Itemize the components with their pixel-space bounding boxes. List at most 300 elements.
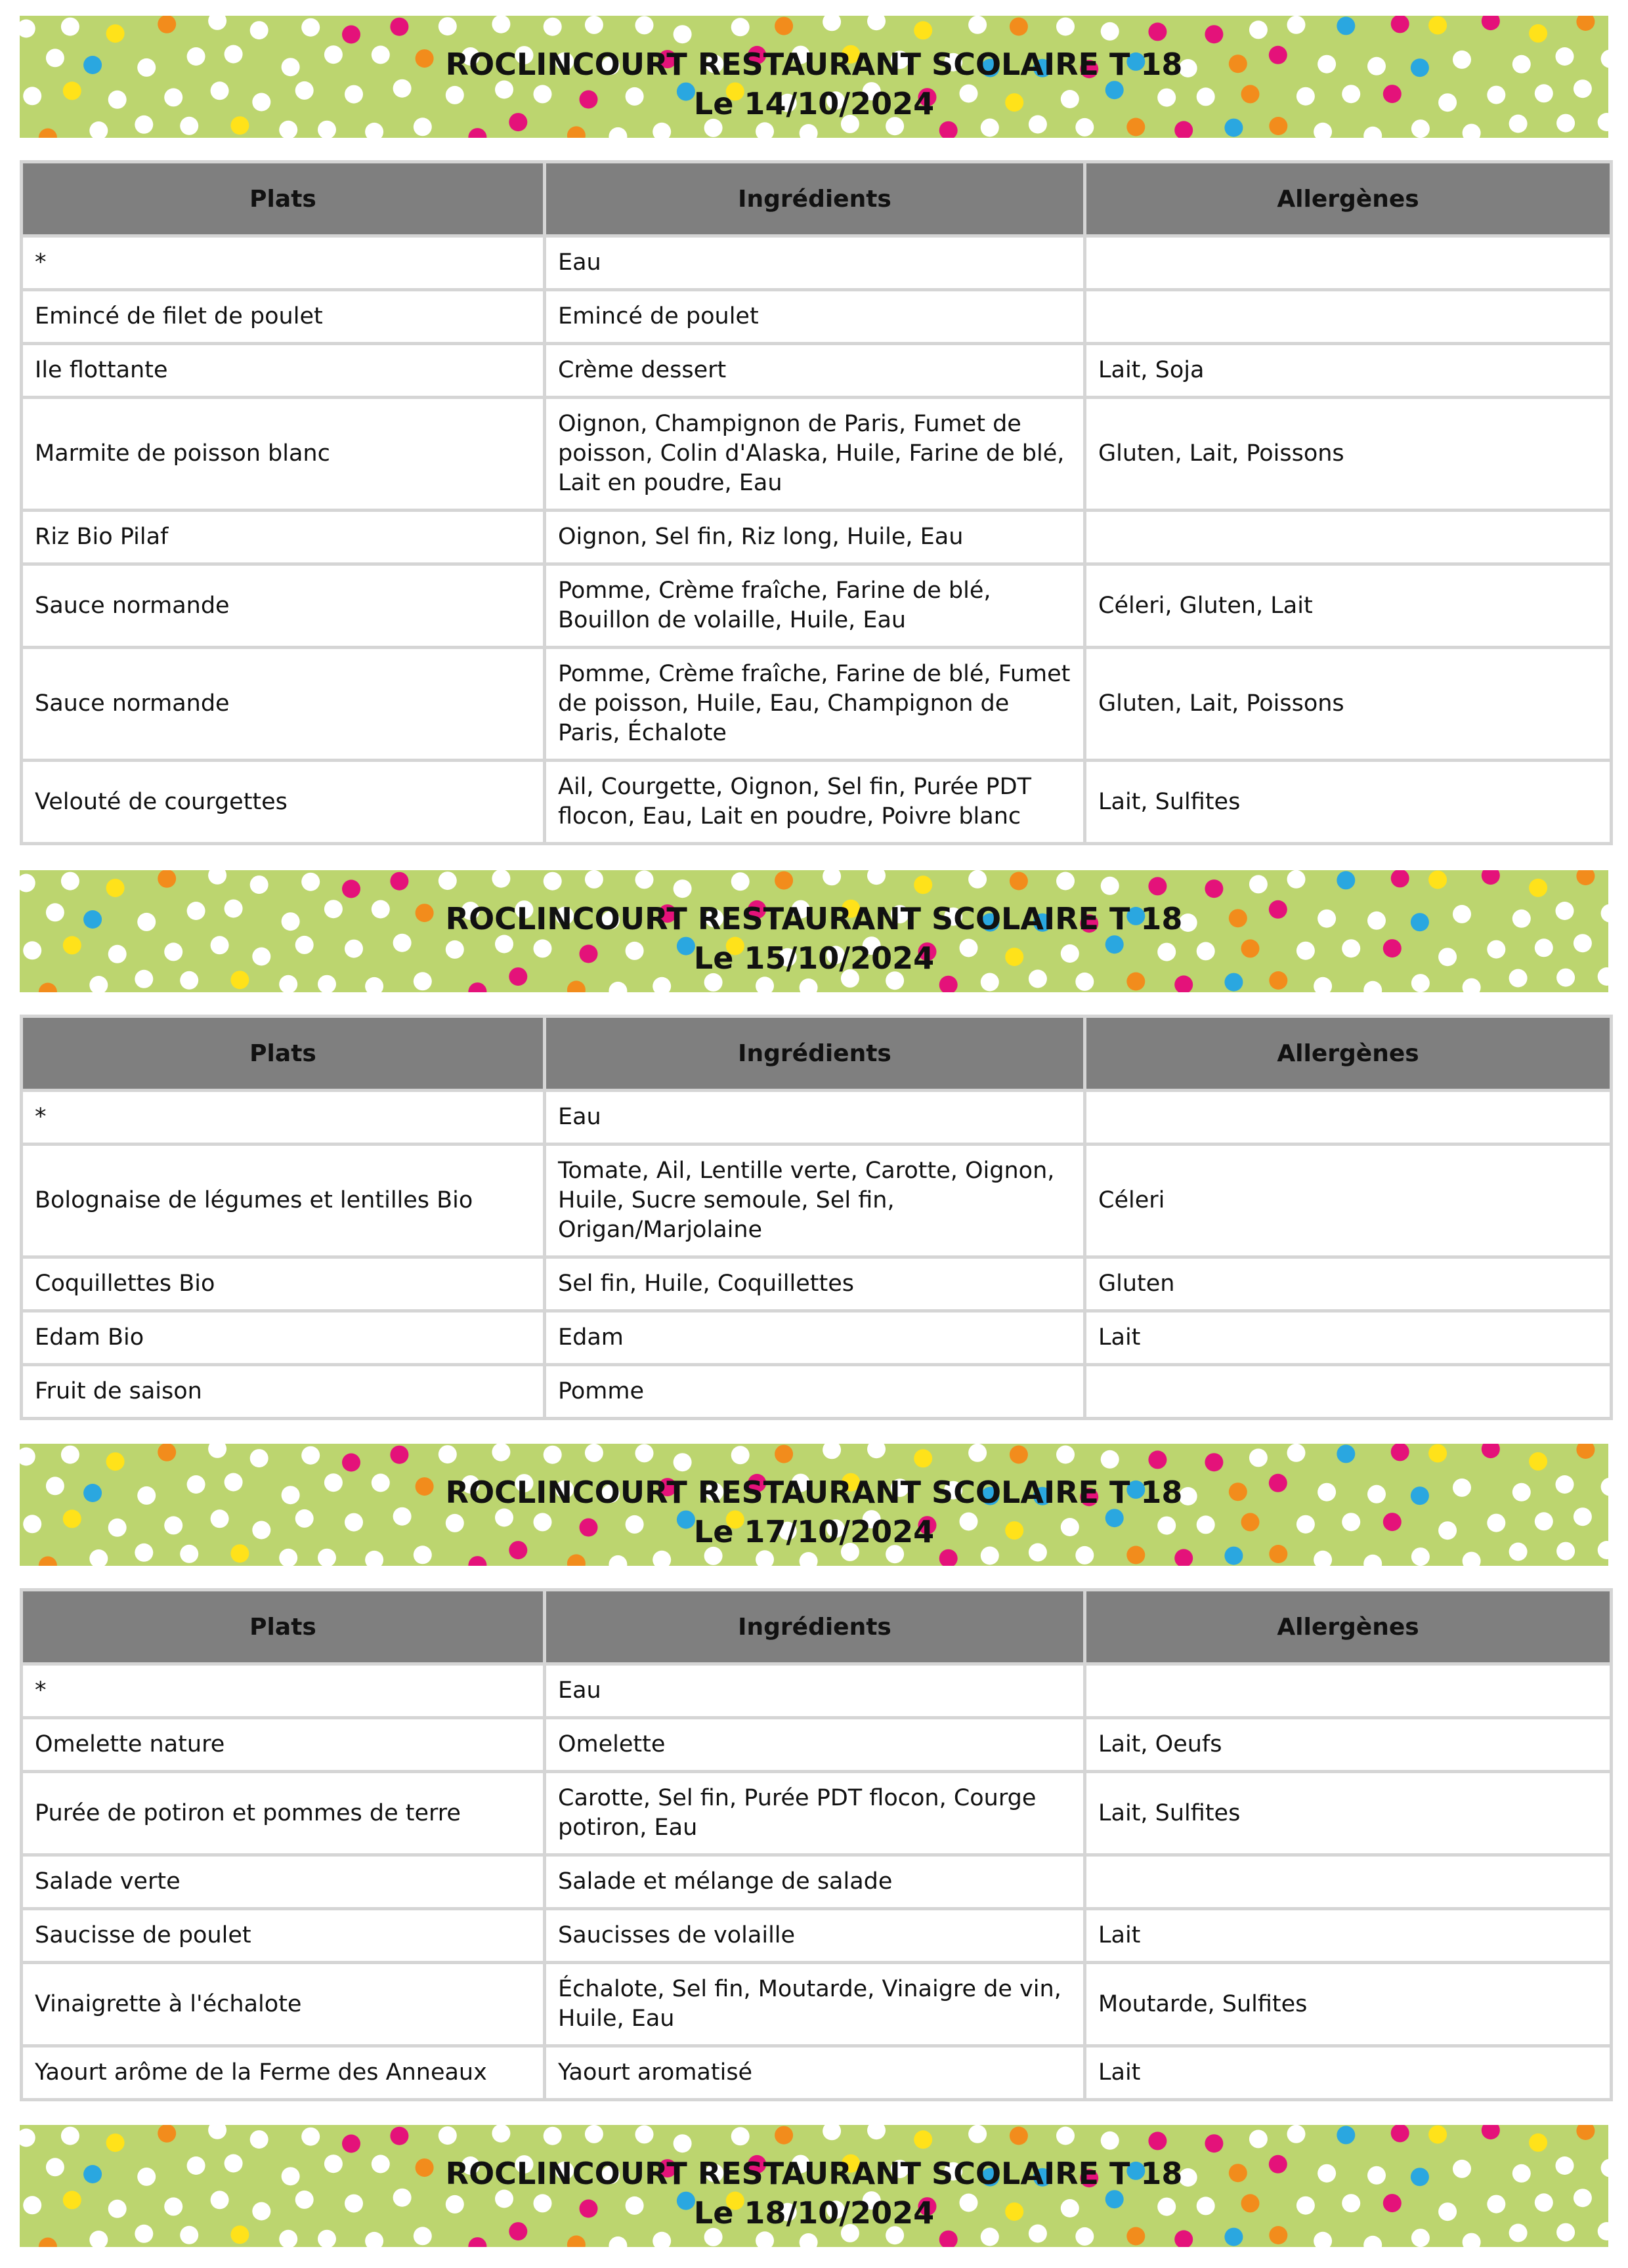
column-header-plats: Plats bbox=[22, 1590, 545, 1664]
table-row bbox=[22, 1664, 1612, 1718]
decorative-dot bbox=[1249, 1448, 1268, 1467]
decorative-dot bbox=[468, 982, 486, 992]
decorative-dot bbox=[1010, 1446, 1028, 1464]
decorative-dot bbox=[653, 123, 671, 138]
banner-title bbox=[20, 1473, 1608, 1551]
decorative-dot bbox=[567, 1554, 586, 1566]
table-row bbox=[22, 1855, 1612, 1909]
allergenes-cell: Gluten, Lait, Poissons bbox=[1085, 648, 1612, 761]
decorative-dot bbox=[939, 976, 958, 992]
decorative-dot bbox=[756, 122, 774, 138]
decorative-dot bbox=[1205, 2134, 1223, 2152]
menu-date: Le 14/10/2024 bbox=[693, 86, 935, 121]
ingredients-cell: Oignon, Sel fin, Riz long, Huile, Eau bbox=[545, 511, 1085, 564]
decorative-dot bbox=[585, 1444, 603, 1462]
decorative-dot bbox=[800, 124, 818, 138]
decorative-dot bbox=[914, 1449, 932, 1467]
decorative-dot bbox=[106, 2133, 125, 2152]
banner-title bbox=[20, 899, 1608, 978]
allergenes-cell: Lait bbox=[1085, 1311, 1612, 1365]
ingredients-cell: Sel fin, Huile, Coquillettes bbox=[545, 1257, 1085, 1311]
decorative-dot bbox=[1174, 1549, 1193, 1566]
plat-cell: Emincé de filet de poulet bbox=[22, 290, 545, 344]
decorative-dot bbox=[208, 2125, 226, 2139]
decorative-dot bbox=[250, 875, 268, 894]
decorative-dot bbox=[731, 18, 750, 36]
decorative-dot bbox=[468, 128, 486, 138]
decorative-dot bbox=[775, 17, 793, 35]
ingredients-cell: Yaourt aromatisé bbox=[545, 2046, 1085, 2100]
decorative-dot bbox=[208, 1444, 226, 1458]
table-row bbox=[22, 648, 1612, 761]
decorative-dot bbox=[1148, 1450, 1167, 1469]
plat-cell: Sauce normande bbox=[22, 564, 545, 648]
decorative-dot bbox=[823, 16, 841, 31]
decorative-dot bbox=[635, 16, 654, 34]
column-header-allergenes: Allergènes bbox=[1085, 1590, 1612, 1664]
restaurant-name: ROCLINCOURT RESTAURANT SCOLAIRE T 18 bbox=[445, 901, 1183, 936]
restaurant-name: ROCLINCOURT RESTAURANT SCOLAIRE T 18 bbox=[445, 1475, 1183, 1510]
menu-table bbox=[20, 160, 1613, 845]
decorative-dot bbox=[1314, 1551, 1332, 1566]
decorative-dot bbox=[1056, 2127, 1075, 2145]
decorative-dot bbox=[1205, 25, 1223, 43]
decorative-dot bbox=[39, 1557, 57, 1566]
decorative-dot bbox=[39, 129, 57, 138]
decorative-dot bbox=[301, 873, 320, 891]
decorative-dot bbox=[823, 2125, 841, 2140]
decorative-dot bbox=[250, 21, 268, 39]
decorative-dot bbox=[1205, 1453, 1223, 1471]
decorative-dot bbox=[1205, 879, 1223, 898]
allergenes-cell: Gluten bbox=[1085, 1257, 1612, 1311]
day-banner bbox=[20, 870, 1608, 992]
table-row bbox=[22, 1311, 1612, 1365]
decorative-dot bbox=[609, 1555, 627, 1566]
decorative-dot bbox=[61, 18, 79, 36]
decorative-dot bbox=[106, 879, 125, 897]
decorative-dot bbox=[653, 2232, 671, 2247]
decorative-dot bbox=[39, 983, 57, 993]
decorative-dot bbox=[39, 2238, 57, 2248]
decorative-dot bbox=[731, 872, 750, 891]
decorative-dot bbox=[585, 16, 603, 34]
ingredients-cell: Oignon, Champignon de Paris, Fumet de poisson, Colin d'Alaska, Huile, Farine de blé, Lait en poudre, Eau bbox=[545, 398, 1085, 511]
decorative-dot bbox=[1363, 1555, 1382, 1566]
column-header-ingredients: Ingrédients bbox=[545, 1017, 1085, 1091]
decorative-dot bbox=[914, 21, 932, 39]
plat-cell: Sauce normande bbox=[22, 648, 545, 761]
allergenes-cell bbox=[1085, 511, 1612, 564]
ingredients-cell: Eau bbox=[545, 236, 1085, 290]
menu-date: Le 17/10/2024 bbox=[693, 1514, 935, 1549]
decorative-dot bbox=[585, 2125, 603, 2143]
table-row bbox=[22, 1718, 1612, 1772]
decorative-dot bbox=[106, 24, 125, 43]
decorative-dot bbox=[1337, 871, 1355, 889]
decorative-dot bbox=[250, 1449, 268, 1467]
table-row bbox=[22, 1772, 1612, 1855]
plat-cell: Saucisse de poulet bbox=[22, 1909, 545, 1963]
decorative-dot bbox=[1428, 16, 1447, 35]
decorative-dot bbox=[1249, 20, 1268, 39]
table-row bbox=[22, 1257, 1612, 1311]
decorative-dot bbox=[1287, 2125, 1306, 2143]
decorative-dot bbox=[1529, 1452, 1547, 1471]
ingredients-cell: Pomme bbox=[545, 1365, 1085, 1419]
decorative-dot bbox=[1391, 2125, 1409, 2142]
ingredients-cell: Pomme, Crème fraîche, Farine de blé, Fumet de poisson, Huile, Eau, Champignon de Paris, Échalote bbox=[545, 648, 1085, 761]
decorative-dot bbox=[674, 2134, 692, 2152]
decorative-dot bbox=[609, 982, 627, 992]
decorative-dot bbox=[609, 2236, 627, 2247]
ingredients-cell: Ail, Courgette, Oignon, Sel fin, Purée PDT flocon, Eau, Lait en poudre, Poivre blanc bbox=[545, 761, 1085, 844]
allergenes-cell: Céleri, Gluten, Lait bbox=[1085, 564, 1612, 648]
decorative-dot bbox=[61, 2127, 79, 2145]
decorative-dot bbox=[823, 870, 841, 885]
decorative-dot bbox=[800, 978, 818, 992]
restaurant-name: ROCLINCOURT RESTAURANT SCOLAIRE T 18 bbox=[445, 2156, 1183, 2191]
decorative-dot bbox=[731, 1446, 750, 1464]
plat-cell: Edam Bio bbox=[22, 1311, 545, 1365]
banner-title bbox=[20, 2154, 1608, 2233]
decorative-dot bbox=[1287, 1444, 1306, 1462]
decorative-dot bbox=[390, 2127, 408, 2145]
decorative-dot bbox=[653, 977, 671, 992]
allergenes-cell: Lait, Sulfites bbox=[1085, 761, 1612, 844]
decorative-dot bbox=[1337, 2126, 1355, 2144]
table-header-row bbox=[22, 162, 1612, 236]
plat-cell: Yaourt arôme de la Ferme des Anneaux bbox=[22, 2046, 545, 2100]
table-row bbox=[22, 1091, 1612, 1144]
decorative-dot bbox=[208, 870, 226, 885]
table-row bbox=[22, 1365, 1612, 1419]
decorative-dot bbox=[1056, 18, 1075, 36]
decorative-dot bbox=[1363, 127, 1382, 138]
decorative-dot bbox=[20, 20, 35, 38]
decorative-dot bbox=[468, 1556, 486, 1566]
decorative-dot bbox=[968, 2125, 987, 2143]
decorative-dot bbox=[1148, 22, 1167, 41]
decorative-dot bbox=[208, 16, 226, 30]
decorative-dot bbox=[544, 1446, 562, 1464]
decorative-dot bbox=[439, 1445, 457, 1463]
decorative-dot bbox=[939, 1549, 958, 1566]
decorative-dot bbox=[89, 2231, 108, 2247]
decorative-dot bbox=[1010, 2127, 1028, 2145]
decorative-dot bbox=[301, 1446, 320, 1465]
menu-date: Le 15/10/2024 bbox=[693, 940, 935, 976]
decorative-dot bbox=[1576, 870, 1595, 885]
decorative-dot bbox=[968, 16, 987, 34]
allergenes-cell: Lait, Oeufs bbox=[1085, 1718, 1612, 1772]
decorative-dot bbox=[158, 1444, 176, 1461]
decorative-dot bbox=[1428, 2126, 1447, 2144]
decorative-dot bbox=[1314, 123, 1332, 138]
allergenes-cell: Lait, Soja bbox=[1085, 344, 1612, 398]
decorative-dot bbox=[342, 2135, 360, 2153]
decorative-dot bbox=[567, 2235, 586, 2247]
plat-cell: * bbox=[22, 236, 545, 290]
allergenes-cell: Lait, Sulfites bbox=[1085, 1772, 1612, 1855]
decorative-dot bbox=[635, 2125, 654, 2143]
table-row bbox=[22, 511, 1612, 564]
decorative-dot bbox=[1363, 2236, 1382, 2247]
decorative-dot bbox=[867, 16, 886, 30]
plat-cell: Marmite de poisson blanc bbox=[22, 398, 545, 511]
allergenes-cell bbox=[1085, 236, 1612, 290]
column-header-allergenes: Allergènes bbox=[1085, 1017, 1612, 1091]
decorative-dot bbox=[756, 976, 774, 992]
decorative-dot bbox=[1287, 16, 1306, 34]
decorative-dot bbox=[1391, 870, 1409, 887]
decorative-dot bbox=[1463, 2233, 1481, 2247]
decorative-dot bbox=[756, 1550, 774, 1566]
table-row bbox=[22, 290, 1612, 344]
decorative-dot bbox=[61, 1446, 79, 1464]
decorative-dot bbox=[1391, 16, 1409, 33]
decorative-dot bbox=[1314, 977, 1332, 992]
decorative-dot bbox=[867, 1444, 886, 1458]
decorative-dot bbox=[1314, 2232, 1332, 2247]
ingredients-cell: Edam bbox=[545, 1311, 1085, 1365]
column-header-plats: Plats bbox=[22, 162, 545, 236]
restaurant-name: ROCLINCOURT RESTAURANT SCOLAIRE T 18 bbox=[445, 47, 1183, 82]
decorative-dot bbox=[492, 1444, 510, 1461]
decorative-dot bbox=[1101, 877, 1119, 895]
allergenes-cell bbox=[1085, 1855, 1612, 1909]
day-banner bbox=[20, 1444, 1608, 1566]
decorative-dot bbox=[89, 976, 108, 992]
decorative-dot bbox=[775, 1445, 793, 1463]
table-row bbox=[22, 2046, 1612, 2100]
ingredients-cell: Pomme, Crème fraîche, Farine de blé, Bouillon de volaille, Huile, Eau bbox=[545, 564, 1085, 648]
ingredients-cell: Saucisses de volaille bbox=[545, 1909, 1085, 1963]
allergenes-cell bbox=[1085, 290, 1612, 344]
decorative-dot bbox=[158, 870, 176, 888]
ingredients-cell: Eau bbox=[545, 1091, 1085, 1144]
allergenes-cell bbox=[1085, 1664, 1612, 1718]
plat-cell: Purée de potiron et pommes de terre bbox=[22, 1772, 545, 1855]
decorative-dot bbox=[1529, 879, 1547, 897]
plat-cell: Vinaigrette à l'échalote bbox=[22, 1963, 545, 2046]
column-header-ingredients: Ingrédients bbox=[545, 162, 1085, 236]
table-row bbox=[22, 398, 1612, 511]
decorative-dot bbox=[89, 121, 108, 138]
decorative-dot bbox=[544, 872, 562, 891]
decorative-dot bbox=[653, 1551, 671, 1566]
table-row bbox=[22, 564, 1612, 648]
ingredients-cell: Crème dessert bbox=[545, 344, 1085, 398]
menu-table bbox=[20, 1015, 1613, 1420]
ingredients-cell: Tomate, Ail, Lentille verte, Carotte, Oignon, Huile, Sucre semoule, Sel fin, Origan/Marjolaine bbox=[545, 1144, 1085, 1257]
decorative-dot bbox=[1428, 871, 1447, 889]
decorative-dot bbox=[365, 123, 383, 138]
decorative-dot bbox=[439, 17, 457, 35]
decorative-dot bbox=[342, 1454, 360, 1472]
decorative-dot bbox=[674, 879, 692, 898]
plat-cell: Ile flottante bbox=[22, 344, 545, 398]
plat-cell: Riz Bio Pilaf bbox=[22, 511, 545, 564]
decorative-dot bbox=[390, 1446, 408, 1464]
table-row bbox=[22, 761, 1612, 844]
decorative-dot bbox=[1337, 16, 1355, 35]
allergenes-cell: Céleri bbox=[1085, 1144, 1612, 1257]
decorative-dot bbox=[20, 874, 35, 892]
plat-cell: Velouté de courgettes bbox=[22, 761, 545, 844]
decorative-dot bbox=[567, 126, 586, 138]
ingredients-cell: Salade et mélange de salade bbox=[545, 1855, 1085, 1909]
plat-cell: * bbox=[22, 1664, 545, 1718]
decorative-dot bbox=[342, 26, 360, 44]
decorative-dot bbox=[914, 2130, 932, 2149]
decorative-dot bbox=[492, 16, 510, 33]
decorative-dot bbox=[823, 1444, 841, 1459]
table-row bbox=[22, 344, 1612, 398]
banner-title bbox=[20, 45, 1608, 123]
decorative-dot bbox=[775, 872, 793, 890]
decorative-dot bbox=[731, 2127, 750, 2145]
decorative-dot bbox=[756, 2231, 774, 2247]
decorative-dot bbox=[439, 2126, 457, 2145]
decorative-dot bbox=[20, 1448, 35, 1466]
table-header-row bbox=[22, 1590, 1612, 1664]
allergenes-cell: Lait bbox=[1085, 1909, 1612, 1963]
column-header-ingredients: Ingrédients bbox=[545, 1590, 1085, 1664]
decorative-dot bbox=[1101, 22, 1119, 41]
plat-cell: Fruit de saison bbox=[22, 1365, 545, 1419]
table-header-row bbox=[22, 1017, 1612, 1091]
decorative-dot bbox=[492, 2125, 510, 2143]
ingredients-cell: Carotte, Sel fin, Purée PDT flocon, Courge potiron, Eau bbox=[545, 1772, 1085, 1855]
decorative-dot bbox=[544, 2127, 562, 2145]
decorative-dot bbox=[1482, 1444, 1500, 1458]
ingredients-cell: Emincé de poulet bbox=[545, 290, 1085, 344]
decorative-dot bbox=[1337, 1444, 1355, 1463]
ingredients-cell: Omelette bbox=[545, 1718, 1085, 1772]
decorative-dot bbox=[158, 16, 176, 33]
decorative-dot bbox=[365, 2232, 383, 2247]
decorative-dot bbox=[1174, 121, 1193, 138]
decorative-dot bbox=[1391, 1444, 1409, 1461]
decorative-dot bbox=[914, 875, 932, 894]
menu-table bbox=[20, 1588, 1613, 2101]
decorative-dot bbox=[635, 870, 654, 889]
ingredients-cell: Échalote, Sel fin, Moutarde, Vinaigre de vin, Huile, Eau bbox=[545, 1963, 1085, 2046]
decorative-dot bbox=[1529, 2133, 1547, 2152]
decorative-dot bbox=[250, 2130, 268, 2149]
decorative-dot bbox=[1174, 975, 1193, 992]
decorative-dot bbox=[301, 2128, 320, 2146]
decorative-dot bbox=[1101, 1450, 1119, 1469]
decorative-dot bbox=[939, 121, 958, 138]
decorative-dot bbox=[390, 872, 408, 891]
decorative-dot bbox=[1576, 1444, 1595, 1459]
allergenes-cell bbox=[1085, 1365, 1612, 1419]
decorative-dot bbox=[106, 1452, 125, 1471]
plat-cell: Bolognaise de légumes et lentilles Bio bbox=[22, 1144, 545, 1257]
decorative-dot bbox=[1287, 870, 1306, 889]
table-row bbox=[22, 1909, 1612, 1963]
decorative-dot bbox=[1249, 2130, 1268, 2148]
decorative-dot bbox=[1101, 2132, 1119, 2150]
allergenes-cell: Gluten, Lait, Poissons bbox=[1085, 398, 1612, 511]
decorative-dot bbox=[867, 2125, 886, 2139]
decorative-dot bbox=[674, 1453, 692, 1471]
decorative-dot bbox=[968, 870, 987, 889]
day-banner bbox=[20, 2125, 1608, 2247]
table-row bbox=[22, 1144, 1612, 1257]
column-header-plats: Plats bbox=[22, 1017, 545, 1091]
decorative-dot bbox=[544, 18, 562, 36]
decorative-dot bbox=[1249, 875, 1268, 893]
decorative-dot bbox=[1010, 872, 1028, 891]
decorative-dot bbox=[867, 870, 886, 885]
decorative-dot bbox=[492, 870, 510, 888]
decorative-dot bbox=[1363, 981, 1382, 992]
decorative-dot bbox=[1010, 18, 1028, 36]
decorative-dot bbox=[61, 872, 79, 891]
decorative-dot bbox=[585, 870, 603, 889]
day-banner bbox=[20, 16, 1608, 138]
plat-cell: Salade verte bbox=[22, 1855, 545, 1909]
allergenes-cell bbox=[1085, 1091, 1612, 1144]
table-row bbox=[22, 1963, 1612, 2046]
decorative-dot bbox=[1463, 1552, 1481, 1566]
plat-cell: * bbox=[22, 1091, 545, 1144]
decorative-dot bbox=[567, 980, 586, 992]
decorative-dot bbox=[800, 2233, 818, 2247]
decorative-dot bbox=[1463, 124, 1481, 138]
decorative-dot bbox=[1148, 877, 1167, 895]
decorative-dot bbox=[1576, 2125, 1595, 2140]
plat-cell: Omelette nature bbox=[22, 1718, 545, 1772]
decorative-dot bbox=[1148, 2132, 1167, 2150]
decorative-dot bbox=[635, 1444, 654, 1462]
decorative-dot bbox=[1056, 1446, 1075, 1464]
decorative-dot bbox=[1482, 16, 1500, 30]
decorative-dot bbox=[390, 18, 408, 36]
allergenes-cell: Lait bbox=[1085, 2046, 1612, 2100]
decorative-dot bbox=[89, 1549, 108, 1566]
decorative-dot bbox=[365, 977, 383, 992]
decorative-dot bbox=[1482, 2125, 1500, 2139]
decorative-dot bbox=[301, 18, 320, 37]
decorative-dot bbox=[674, 25, 692, 43]
decorative-dot bbox=[1529, 24, 1547, 43]
decorative-dot bbox=[365, 1551, 383, 1566]
decorative-dot bbox=[1463, 978, 1481, 992]
decorative-dot bbox=[1428, 1444, 1447, 1463]
decorative-dot bbox=[939, 2231, 958, 2247]
decorative-dot bbox=[800, 1552, 818, 1566]
plat-cell: Coquillettes Bio bbox=[22, 1257, 545, 1311]
decorative-dot bbox=[468, 2237, 486, 2247]
decorative-dot bbox=[342, 880, 360, 898]
decorative-dot bbox=[968, 1444, 987, 1462]
decorative-dot bbox=[1576, 16, 1595, 31]
decorative-dot bbox=[1482, 870, 1500, 885]
decorative-dot bbox=[1174, 2230, 1193, 2247]
decorative-dot bbox=[20, 2129, 35, 2147]
decorative-dot bbox=[609, 127, 627, 138]
decorative-dot bbox=[439, 872, 457, 890]
decorative-dot bbox=[1056, 872, 1075, 891]
menu-date: Le 18/10/2024 bbox=[693, 2195, 935, 2231]
column-header-allergenes: Allergènes bbox=[1085, 162, 1612, 236]
ingredients-cell: Eau bbox=[545, 1664, 1085, 1718]
allergenes-cell: Moutarde, Sulfites bbox=[1085, 1963, 1612, 2046]
